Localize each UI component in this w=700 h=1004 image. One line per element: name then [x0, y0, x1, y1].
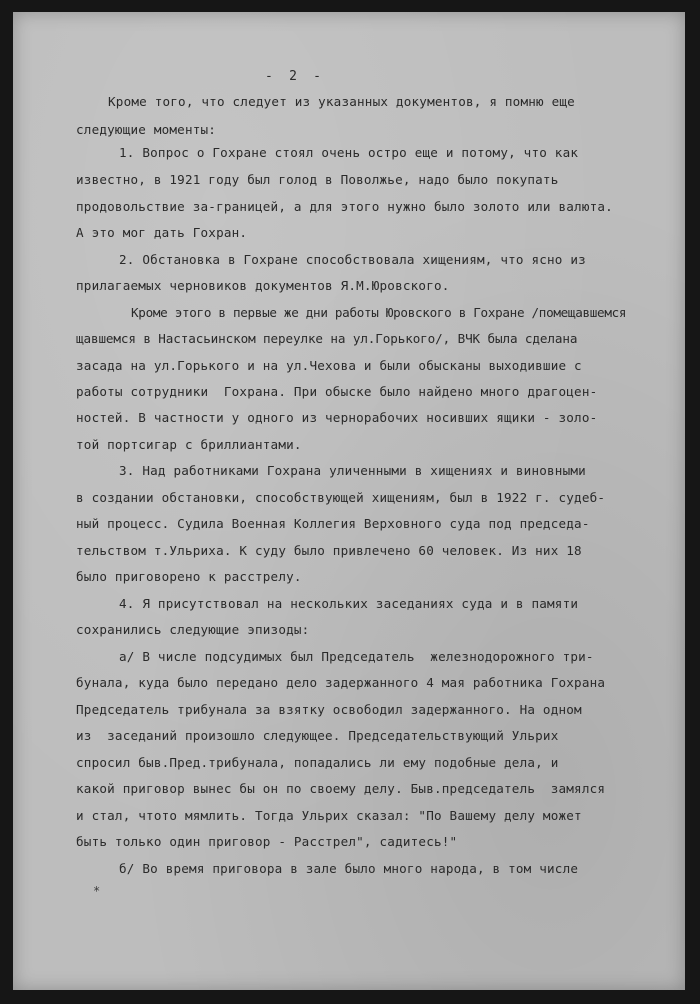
- document-page: [13, 12, 685, 990]
- text-line: А это мог дать Гохран.: [76, 225, 248, 240]
- text-line: спросил быв.Пред.трибунала, попадались ли ему подобные дела, и: [76, 755, 559, 770]
- page-number: - 2 -: [265, 69, 322, 84]
- text-line: следующие моменты:: [76, 122, 217, 137]
- text-line: ностей. В частности у одного из чернорабочих носивших ящики - золо-: [76, 410, 598, 425]
- text-line: 1. Вопрос о Гохране стоял очень остро еще и потому, что как: [119, 145, 579, 160]
- text-line: из заседаний произошло следующее. Председательствующий Ульрих: [76, 728, 559, 743]
- text-line: 2. Обстановка в Гохране способствовала хищениям, что ясно из: [119, 252, 586, 267]
- text-line: засада на ул.Горького и на ул.Чехова и были обысканы выходившие с: [76, 358, 582, 373]
- margin-mark: *: [93, 884, 101, 898]
- text-line: быть только один приговор - Расстрел", садитесь!": [76, 834, 458, 849]
- typewritten-text: [13, 12, 685, 990]
- text-line: было приговорено к расстрелу.: [76, 569, 302, 584]
- text-line: известно, в 1921 году был голод в Поволжье, надо было покупать: [76, 172, 559, 187]
- text-line: тельством т.Ульриха. К суду было привлечено 60 человек. Из них 18: [76, 543, 582, 558]
- text-line: ный процесс. Судила Военная Коллегия Верховного суда под председа-: [76, 516, 590, 531]
- text-line: работы сотрудники Гохрана. При обыске было найдено много драгоцен-: [76, 384, 598, 399]
- text-line: и стал, чтото мямлить. Тогда Ульрих сказал: "По Вашему делу может: [76, 808, 582, 823]
- text-line: прилагаемых черновиков документов Я.М.Юровского.: [76, 278, 450, 293]
- text-line: бунала, куда было передано дело задержанного 4 мая работника Гохрана: [76, 675, 606, 690]
- text-line: б/ Во время приговора в зале было много народа, в том числе: [119, 861, 579, 876]
- text-line: Кроме того, что следует из указанных документов, я помню еще: [108, 94, 575, 109]
- text-line: щавшемся в Настасьинском переулке на ул.Горького/, ВЧК была сделана: [76, 331, 578, 346]
- text-line: Кроме этого в первые же дни работы Юровского в Гохране /помещавшемся: [131, 305, 627, 320]
- text-line: какой приговор вынес бы он по своему делу. Быв.председатель замялся: [76, 781, 606, 796]
- text-line: 3. Над работниками Гохрана уличенными в хищениях и виновными: [119, 463, 586, 478]
- text-line: в создании обстановки, способствующей хищениям, был в 1922 г. судеб-: [76, 490, 606, 505]
- text-line: той портсигар с бриллиантами.: [76, 437, 302, 452]
- text-line: продовольствие за-границей, а для этого нужно было золото или валюта.: [76, 199, 613, 214]
- text-line: сохранились следующие эпизоды:: [76, 622, 310, 637]
- text-line: Председатель трибунала за взятку освободил задержанного. На одном: [76, 702, 582, 717]
- text-line: а/ В числе подсудимых был Председатель железнодорожного три-: [119, 649, 594, 664]
- text-line: 4. Я присутствовал на нескольких заседаниях суда и в памяти: [119, 596, 579, 611]
